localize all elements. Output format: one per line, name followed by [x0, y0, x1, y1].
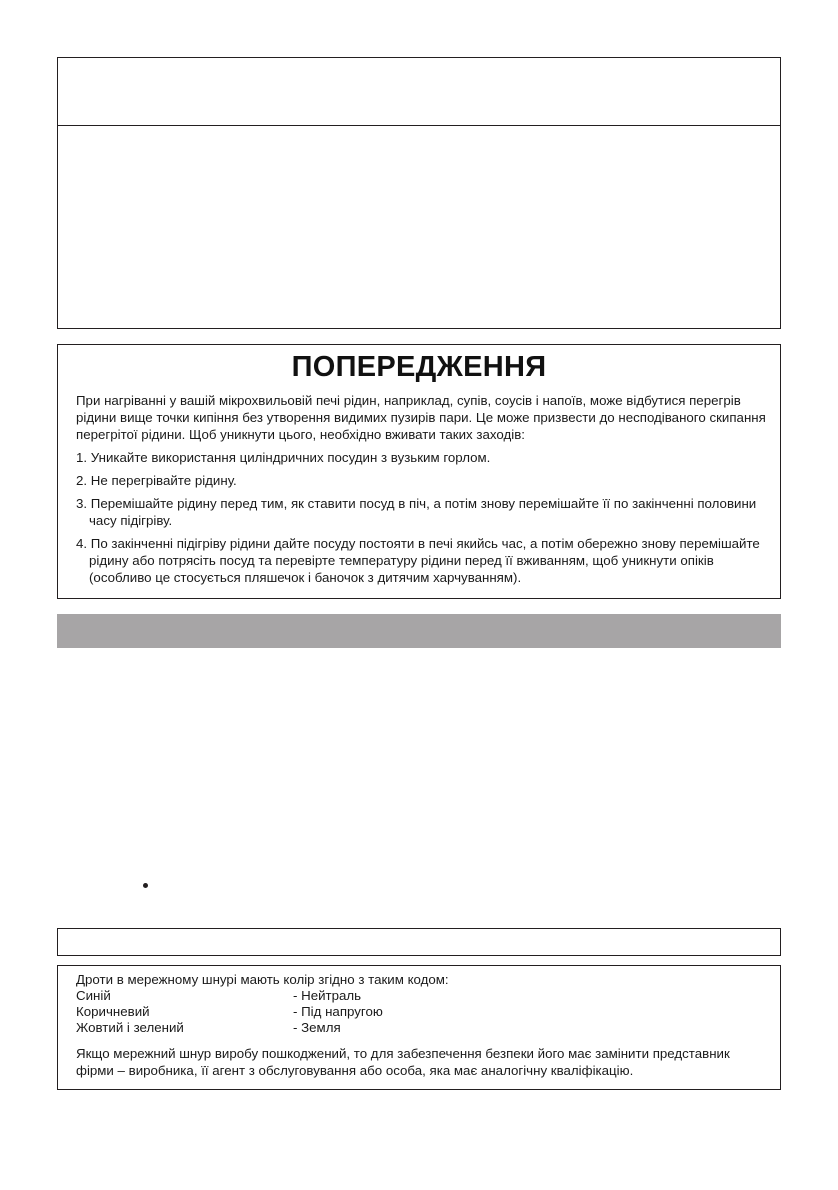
warning-item: 2. Не перегрівайте рідину.	[76, 473, 237, 488]
section-header-bar	[57, 614, 781, 648]
wire-color: Жовтий і зелений	[76, 1020, 184, 1035]
wire-row	[76, 988, 766, 1004]
wire-row	[76, 1004, 766, 1020]
wiring-intro: Дроти в мережному шнурі мають колір згідно з таким кодом:	[76, 972, 449, 987]
wire-color: Коричневий	[76, 1004, 150, 1019]
wire-meaning: - Нейтраль	[293, 988, 362, 1003]
wire-color: Синій	[76, 988, 111, 1003]
warning-item: 4. По закінченні підігріву рідини дайте посуду постояти в печі якийсь час, а потім обережно знову перемішайте рідину або потрясіть посуд та перевірте температуру рідини перед її вживанням, щоб уникнути опіків (особливо це стосується пляшечок і баночок з дитячим харчуванням).	[76, 536, 760, 585]
warning-body	[76, 392, 766, 592]
wire-meaning: - Під напругою	[293, 1004, 383, 1019]
warning-item: 3. Перемішайте рідину перед тим, як ставити посуд в піч, а потім знову перемішайте її по закінченні половини часу підігріву.	[76, 496, 757, 528]
bullet-dot-icon	[143, 883, 148, 888]
wiring-info-box	[57, 965, 781, 1090]
warning-item: 1. Уникайте використання циліндричних посудин з вузьким горлом.	[76, 450, 491, 465]
empty-info-box	[57, 57, 781, 329]
box-divider	[58, 125, 780, 126]
empty-notice-box	[57, 928, 781, 956]
warning-title: ПОПЕРЕДЖЕННЯ	[291, 351, 547, 383]
wiring-body	[76, 972, 766, 1079]
wiring-replacement-note: Якщо мережний шнур виробу пошкоджений, то для забезпечення безпеки його має замінити представник фірми – виробника, її агент з обслуговування або особа, яка має аналогічну кваліфікацію.	[76, 1046, 730, 1078]
warning-list	[76, 449, 766, 586]
warning-box	[57, 344, 781, 599]
warning-intro: При нагріванні у вашій мікрохвильовій печі рідин, наприклад, супів, соусів і напоїв, може відбутися перегрів рідини вище точки кипіння без утворення видимих пузирів пари. Це може призвести до несподіваного скипання перегрітої рідини. Щоб уникнути цього, необхідно вживати таких заходів:	[76, 393, 766, 442]
wire-row	[76, 1020, 766, 1036]
wire-meaning: - Земля	[293, 1020, 341, 1035]
